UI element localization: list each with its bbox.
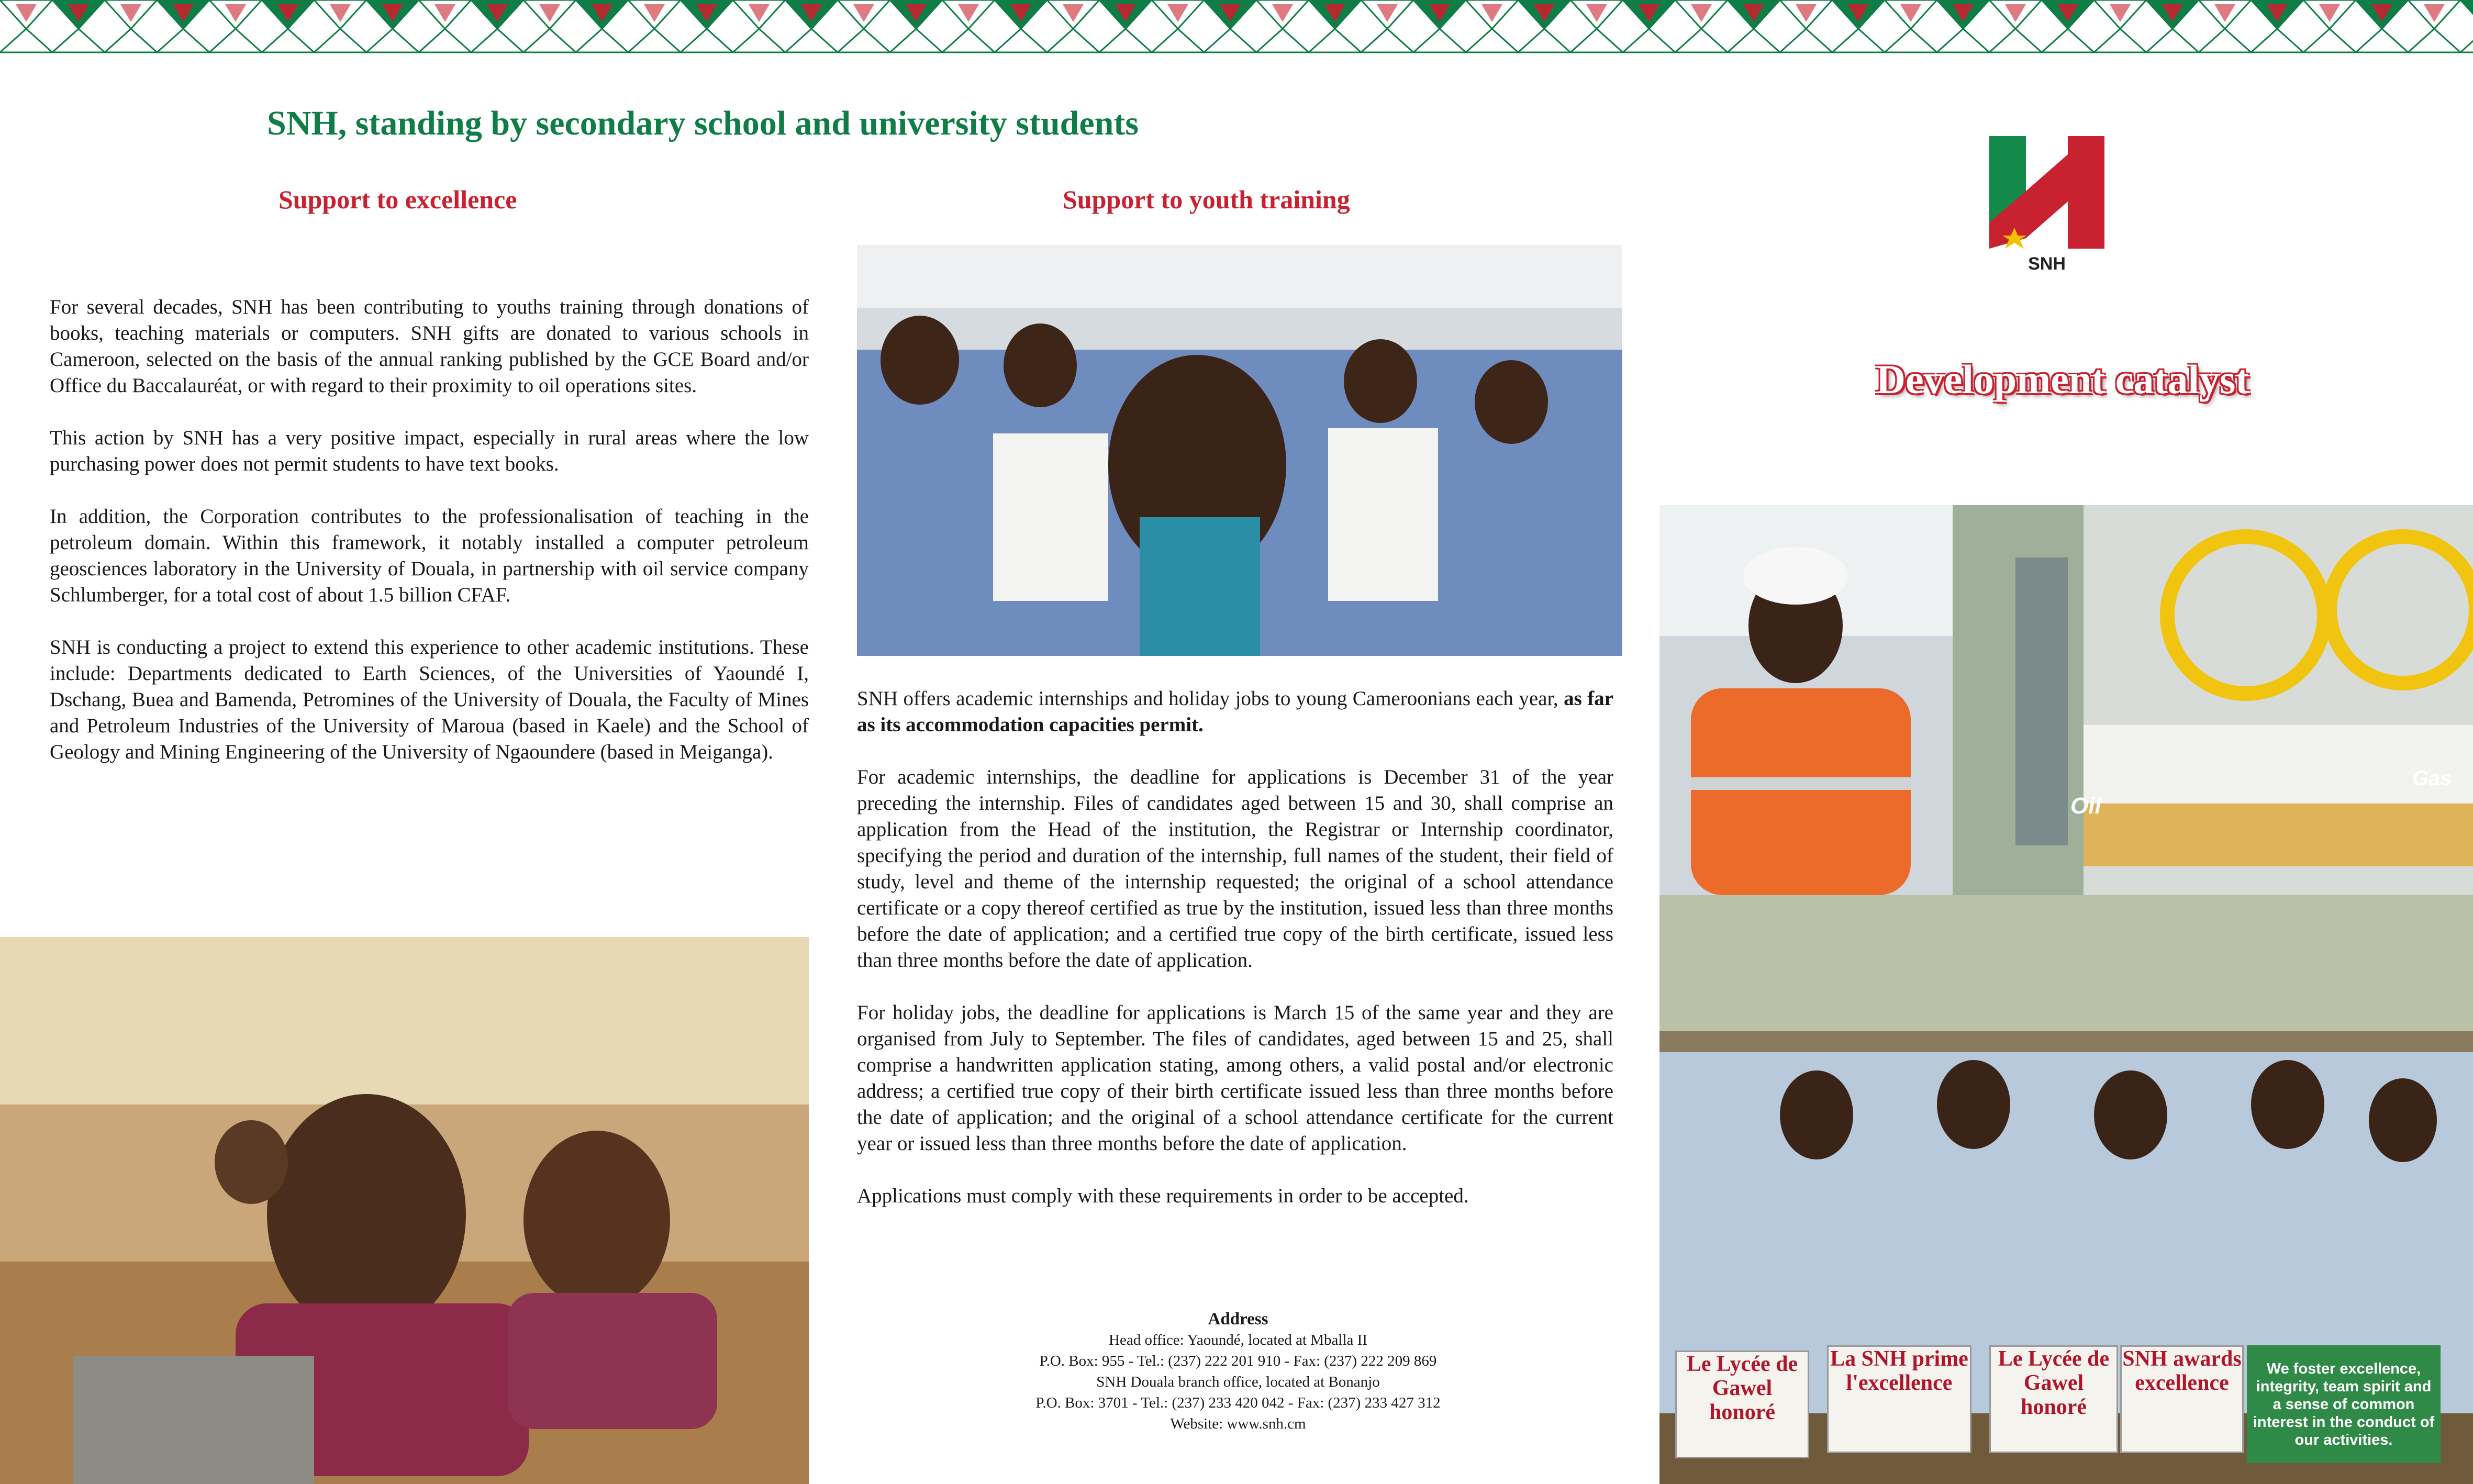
banner-lycee-gawel: Le Lycée de Gawel honoré [1989,1345,2118,1453]
banner-lycee-gawel: Le Lycée de Gawel honoré [1675,1351,1809,1458]
gas-label: Gas [2412,767,2452,790]
middle-column-text [857,686,1613,1235]
middle-paragraph: For holiday jobs, the deadline for applications is March 15 of the same year and they are organised from July to September. The files of candidates, aged between 15 and 25, shall comprise a handwritten application stating, among others, a valid postal and/or electronic address; a certified true copy of their birth certificate issued less than three months before the date of application; and the original of a school attendance certificate for the current year or issued less than three months before the date of application. [857,1001,1613,1155]
photo-students-with-tshirts [857,245,1622,656]
middle-paragraph: Applications must comply with these requirements in order to be accepted. [857,1185,1469,1207]
address-line: P.O. Box: 955 - Tel.: (237) 222 201 910 - Fax: (237) 222 209 869 [1039,1353,1437,1369]
page-title: SNH, standing by secondary school and university students [267,104,1139,142]
left-paragraph: This action by SNH has a very positive impact, especially in rural areas where the low purchasing power does not permit students to have text books. [50,427,809,475]
middle-paragraph: For academic internships, the deadline for applications is December 31 of the year preceding the internship. Files of candidates aged between 15 and 30, shall comprise an application from the Head of the institution, the Registrar or Internship coordinator, specifying the period and duration of the internship, full names of the student, their field of study, level and theme of the internship requested; the original of a school attendance certificate or a copy thereof certified as true by the institution, issued less than three months before the date of application; and a certified true copy of the birth certificate, issued less than three months before the date of application. [857,766,1613,972]
photo-smiling-schoolchildren [0,937,809,1484]
photo-oil-gas-valves [1953,505,2473,895]
decorative-top-border [0,0,2473,55]
left-paragraph: For several decades, SNH has been contributing to youths training through donations of books, teaching materials or computers. SNH gifts are donated to various schools in Cameroon, selected on the basis of the annual ranking published by the GCE Board and/or Office du Baccalauréat, or with regard to their proximity to oil operations sites. [50,296,809,397]
banner-snh-awards: SNH awards excellence [2120,1345,2244,1453]
photo-engineer-orange-suit [1659,505,1953,895]
address-website: Website: www.snh.cm [1170,1415,1306,1432]
values-statement-box: We foster excellence, integrity, team spirit and a sense of common interest in the conduct of our activities. [2247,1345,2441,1463]
address-line: SNH Douala branch office, located at Bonanjo [1096,1374,1380,1390]
banner-snh-prime: La SNH prime l'excellence [1827,1345,1971,1453]
address-line: P.O. Box: 3701 - Tel.: (237) 233 420 042 - Fax: (237) 233 427 312 [1035,1394,1441,1411]
middle-intro-plain: SNH offers academic internships and holiday jobs to young Cameroonians each year, [857,687,1564,710]
heading-support-excellence: Support to excellence [279,185,517,214]
address-line: Head office: Yaoundé, located at Mballa II [1109,1332,1367,1348]
snh-logo-text: SNH [2028,254,2066,274]
middle-intro-bold: as far as its accommodation capacities permit. [857,687,1613,736]
oil-label: Oil [2070,793,2101,819]
development-catalyst-heading: Development catalyst [1876,356,2249,402]
heading-support-youth-training: Support to youth training [1063,185,1350,214]
address-block [859,1309,1618,1434]
left-paragraph: SNH is conducting a project to extend this experience to other academic institutions. These include: Departments dedicated to Earth Sciences, of the Universities of Yaoundé I, Dschang, Buea and Bamenda, Petromines of the University of Douala, the Faculty of Mines and Petroleum Industries of the University of Maroua (based in Kaele) and the School of Geology and Mining Engineering of the University of Ngaoundere (based in Meiganga). [50,636,809,763]
middle-intro [857,686,1613,738]
left-column-text [50,294,809,791]
left-paragraph: In addition, the Corporation contributes to the professionalisation of teaching in the petroleum domain. Within this framework, it notably installed a computer petroleum geosciences laboratory in the University of Douala, in partnership with oil service company Schlumberger, for a total cost of about 1.5 billion CFAF. [50,505,809,606]
address-heading: Address [1208,1310,1268,1329]
